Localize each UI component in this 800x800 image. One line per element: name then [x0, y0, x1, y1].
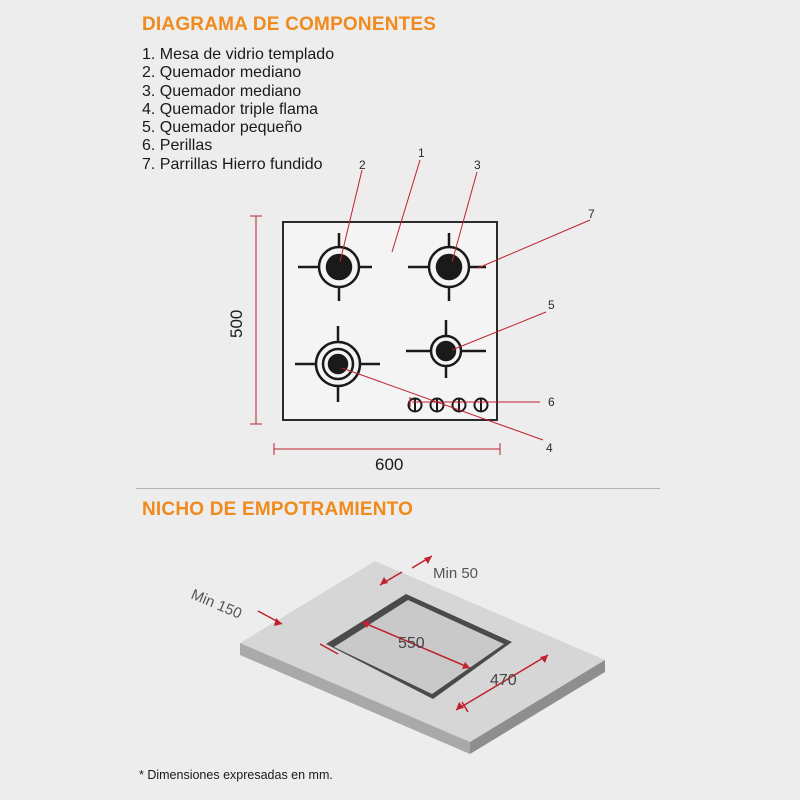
min-front-label: Min 150 [188, 586, 245, 623]
callout-3: 3 [474, 158, 481, 172]
callout-6: 6 [548, 395, 555, 409]
height-label: 500 [227, 309, 246, 338]
components-title: DIAGRAMA DE COMPONENTES [142, 14, 437, 35]
cut-depth-label: 470 [490, 672, 517, 689]
legend-item: 7. Parrillas Hierro fundido [142, 155, 323, 173]
footnote: * Dimensiones expresadas en mm. [139, 768, 333, 782]
callout-2: 2 [359, 158, 366, 172]
legend-item: 2. Quemador mediano [142, 64, 302, 82]
niche-title: NICHO DE EMPOTRAMIENTO [142, 499, 414, 520]
callout-1: 1 [418, 146, 425, 160]
width-label: 600 [375, 455, 404, 474]
height-dimension [250, 216, 262, 424]
width-dimension [274, 443, 500, 455]
legend-item: 6. Perillas [142, 137, 213, 155]
legend-item: 3. Quemador mediano [142, 82, 302, 100]
legend-item: 1. Mesa de vidrio templado [142, 46, 335, 63]
callout-7: 7 [588, 207, 595, 221]
callout-4: 4 [546, 441, 553, 455]
min-back-label: Min 50 [433, 565, 479, 582]
callout-5: 5 [548, 298, 555, 312]
legend-item: 5. Quemador pequeño [142, 119, 303, 137]
cut-width-label: 550 [398, 635, 425, 652]
section-divider [136, 488, 660, 489]
hob-glass-top [283, 222, 497, 420]
legend-item: 4. Quemador triple flama [142, 100, 319, 118]
